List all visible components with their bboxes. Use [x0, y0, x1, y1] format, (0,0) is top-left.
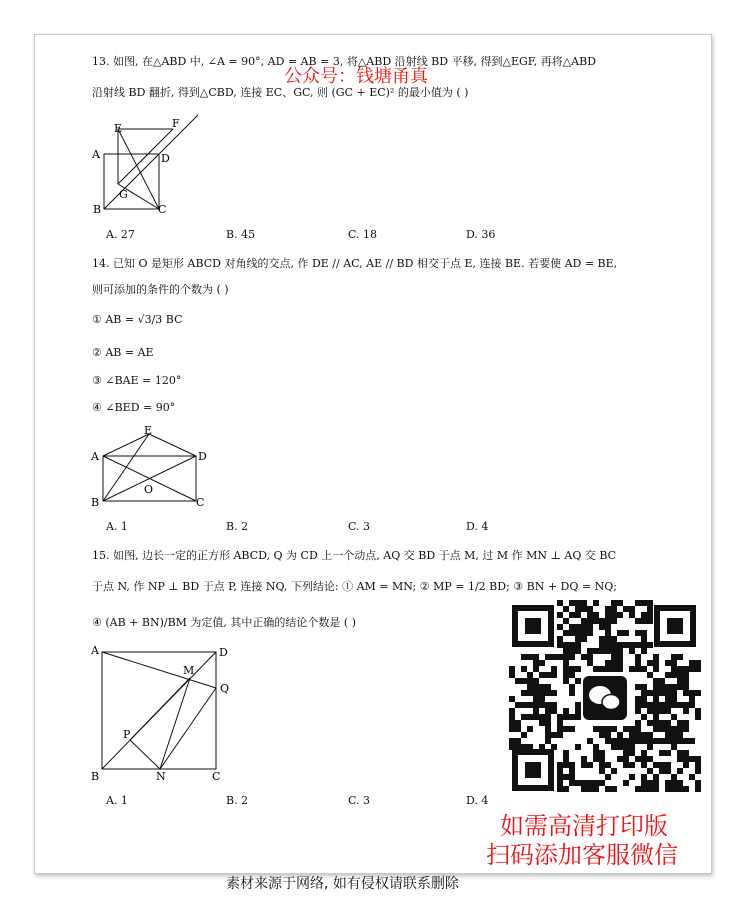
q13-label-b: B	[93, 203, 102, 216]
q14-line1: 14. 已知 O 是矩形 ABCD 对角线的交点, 作 DE // AC, AE // BD 相交于点 E, 连接 BE. 若要使 AD = BE,	[92, 257, 618, 270]
q15-label-b: B	[91, 770, 100, 783]
q14-condition-4: ④ ∠BED = 90°	[92, 401, 176, 414]
q14-condition-2: ② AB = AE	[92, 346, 154, 359]
q14-condition-1: ① AB = √3/3 BC	[92, 313, 183, 326]
q13-label-a: A	[92, 148, 100, 161]
q14-line2: 则可添加的条件的个数为 ( )	[92, 283, 229, 296]
q14-label-c: C	[196, 496, 205, 509]
q13-line1: 13. 如图, 在△ABD 中, ∠A = 90°, AD = AB = 3, 将△ABD 沿射线 BD 平移, 得到△EGF, 再将△ABD	[92, 55, 597, 68]
q13-option-b: B. 45	[226, 228, 256, 241]
watermark-text: 公众号：钱塘甬真	[284, 66, 428, 87]
q13-figure	[88, 112, 208, 217]
q13-label-e: E	[114, 122, 123, 135]
q15-option-a: A. 1	[106, 794, 128, 807]
q13-option-c: C. 18	[348, 228, 378, 241]
q13-line2: 沿射线 BD 翻折, 得到△CBD, 连接 EC、GC, 则 (GC + EC)² 的最小值为 ( )	[92, 86, 469, 99]
q14-label-e: E	[144, 424, 153, 437]
q13-option-d: D. 36	[466, 228, 496, 241]
q14-option-a: A. 1	[106, 520, 128, 533]
q15-label-n: N	[156, 770, 166, 783]
q13-label-f: F	[172, 117, 180, 130]
q15-label-m: M	[183, 664, 195, 677]
q15-line1: 15. 如图, 边长一定的正方形 ABCD, Q 为 CD 上一个动点, AQ 交 BD 于点 M, 过 M 作 MN ⊥ AQ 交 BC	[92, 549, 617, 562]
q14-label-a: A	[91, 450, 99, 463]
q14-option-c: C. 3	[348, 520, 371, 533]
footer-disclaimer: 素材来源于网络, 如有侵权请联系删除	[226, 876, 459, 892]
q15-label-q: Q	[220, 682, 230, 695]
q14-label-d: D	[198, 450, 207, 463]
wechat-qr-code[interactable]	[505, 596, 703, 796]
q13-label-g: G	[119, 188, 128, 201]
q15-option-c: C. 3	[348, 794, 371, 807]
promo-line1: 如需高清打印版	[500, 812, 668, 840]
q14-condition-3: ③ ∠BAE = 120°	[92, 374, 182, 387]
q14-label-b: B	[91, 496, 100, 509]
wechat-icon	[583, 676, 627, 720]
q14-label-o: O	[144, 483, 154, 496]
q15-label-p: P	[123, 728, 131, 741]
q15-option-d: D. 4	[466, 794, 489, 807]
q14-figure	[88, 420, 213, 512]
q15-option-b: B. 2	[226, 794, 249, 807]
promo-line2: 扫码添加客服微信	[486, 841, 678, 869]
q13-option-a: A. 27	[106, 228, 135, 241]
q15-line3: ④ (AB + BN)/BM 为定值, 其中正确的结论个数是 ( )	[92, 616, 357, 629]
q13-label-d: D	[161, 152, 170, 165]
q14-option-d: D. 4	[466, 520, 489, 533]
q15-line2: 于点 N, 作 NP ⊥ BD 于点 P, 连接 NQ, 下列结论: ① AM = MN; ② MP = 1/2 BD; ③ BN + DQ = NQ;	[92, 580, 617, 593]
q15-label-c: C	[212, 770, 221, 783]
q15-label-a: A	[91, 644, 99, 657]
q14-option-b: B. 2	[226, 520, 249, 533]
q15-label-d: D	[219, 646, 228, 659]
q15-figure	[88, 642, 238, 784]
q13-label-c: C	[158, 203, 167, 216]
